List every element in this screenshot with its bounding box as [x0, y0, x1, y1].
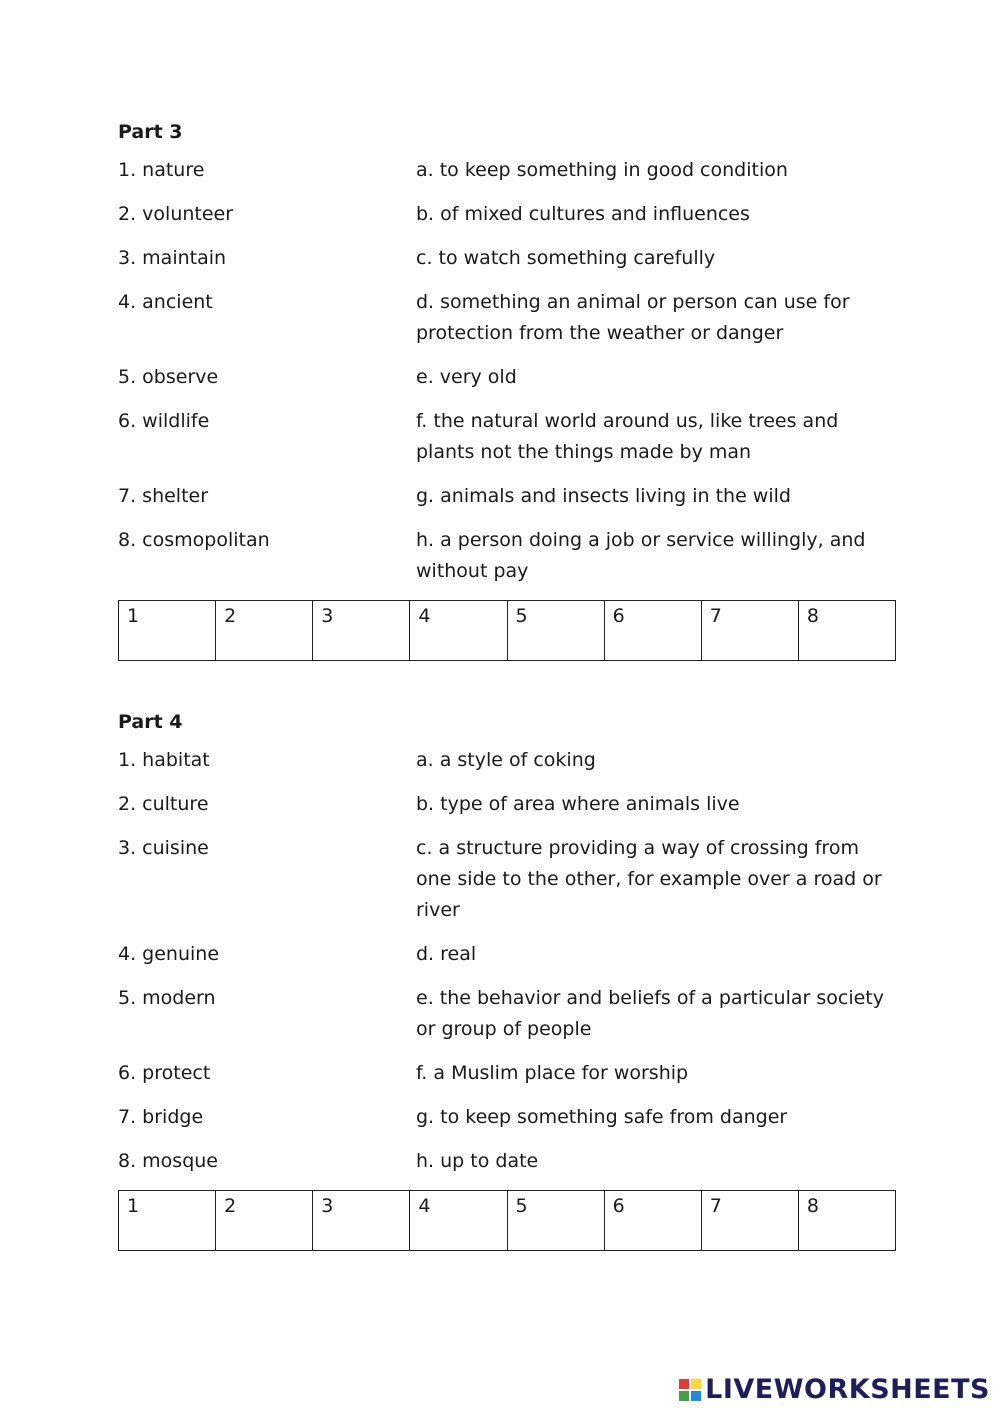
part-4-title: Part 4: [118, 711, 183, 733]
definition: f. a Muslim place for worship: [416, 1062, 689, 1084]
definition: e. the behavior and beliefs of a particular society or group of people: [416, 987, 885, 1040]
answer-cell-7[interactable]: 7: [701, 601, 798, 661]
part-3-item-1: [118, 155, 898, 186]
word: 6. protect: [118, 1062, 211, 1084]
part-3-item-2: [118, 199, 898, 230]
definition: f. the natural world around us, like trees and plants not the things made by man: [416, 410, 839, 463]
answer-cell-5[interactable]: 5: [507, 1191, 604, 1251]
definition: g. to keep something safe from danger: [416, 1106, 788, 1128]
answer-cell-2[interactable]: 2: [216, 601, 313, 661]
definition: c. a structure providing a way of crossing from one side to the other, for example over a road or river: [416, 837, 882, 921]
word: 5. observe: [118, 366, 219, 388]
logo-squares-icon: [679, 1379, 701, 1401]
word: 2. volunteer: [118, 203, 234, 225]
definition: a. a style of coking: [416, 749, 596, 771]
logo-square: [679, 1391, 689, 1401]
part-3-item-6: [118, 406, 898, 468]
definition: b. type of area where animals live: [416, 793, 740, 815]
word: 1. nature: [118, 159, 205, 181]
answer-cell-1[interactable]: 1: [119, 601, 216, 661]
definition: a. to keep something in good condition: [416, 159, 788, 181]
word: 8. cosmopolitan: [118, 529, 270, 551]
part-4-item-7: [118, 1102, 898, 1133]
answer-cell-6[interactable]: 6: [604, 1191, 701, 1251]
liveworksheets-logo: [679, 1374, 990, 1405]
word: 7. shelter: [118, 485, 209, 507]
part-4-item-4: [118, 939, 898, 970]
answer-row: [119, 601, 896, 661]
definition: g. animals and insects living in the wild: [416, 485, 791, 507]
answer-cell-2[interactable]: 2: [216, 1191, 313, 1251]
word: 6. wildlife: [118, 410, 210, 432]
word: 3. maintain: [118, 247, 227, 269]
word: 1. habitat: [118, 749, 210, 771]
part-3-title: Part 3: [118, 121, 183, 143]
word: 5. modern: [118, 987, 216, 1009]
logo-square: [679, 1379, 689, 1389]
part-4-item-3: [118, 833, 898, 926]
logo-square: [691, 1391, 701, 1401]
part-3-answer-table: [118, 600, 896, 661]
part-3-item-5: [118, 362, 898, 393]
definition: e. very old: [416, 366, 517, 388]
definition: h. up to date: [416, 1150, 539, 1172]
word: 8. mosque: [118, 1150, 218, 1172]
part-4-section: [118, 711, 898, 1251]
part-3-item-3: [118, 243, 898, 274]
word: 7. bridge: [118, 1106, 204, 1128]
part-4-item-8: [118, 1146, 898, 1177]
part-3-item-4: [118, 287, 898, 349]
answer-cell-3[interactable]: 3: [313, 1191, 410, 1251]
answer-cell-6[interactable]: 6: [604, 601, 701, 661]
word: 4. genuine: [118, 943, 220, 965]
logo-text: LIVEWORKSHEETS: [705, 1374, 990, 1405]
definition: d. something an animal or person can use for protection from the weather or danger: [416, 291, 850, 344]
part-4-item-1: [118, 745, 898, 776]
part-4-answer-table: [118, 1190, 896, 1251]
part-4-item-5: [118, 983, 898, 1045]
answer-cell-3[interactable]: 3: [313, 601, 410, 661]
part-4-item-6: [118, 1058, 898, 1089]
answer-cell-1[interactable]: 1: [119, 1191, 216, 1251]
answer-cell-8[interactable]: 8: [798, 1191, 895, 1251]
part-3-item-8: [118, 525, 898, 587]
part-3-item-7: [118, 481, 898, 512]
answer-cell-5[interactable]: 5: [507, 601, 604, 661]
answer-cell-7[interactable]: 7: [701, 1191, 798, 1251]
word: 3. cuisine: [118, 837, 209, 859]
part-3-section: [118, 121, 898, 661]
logo-square: [691, 1379, 701, 1389]
answer-cell-4[interactable]: 4: [410, 1191, 507, 1251]
answer-row: [119, 1191, 896, 1251]
definition: c. to watch something carefully: [416, 247, 716, 269]
definition: d. real: [416, 943, 477, 965]
answer-cell-8[interactable]: 8: [798, 601, 895, 661]
part-4-item-2: [118, 789, 898, 820]
answer-cell-4[interactable]: 4: [410, 601, 507, 661]
definition: b. of mixed cultures and influences: [416, 203, 750, 225]
word: 2. culture: [118, 793, 209, 815]
word: 4. ancient: [118, 291, 213, 313]
definition: h. a person doing a job or service willingly, and without pay: [416, 529, 866, 582]
